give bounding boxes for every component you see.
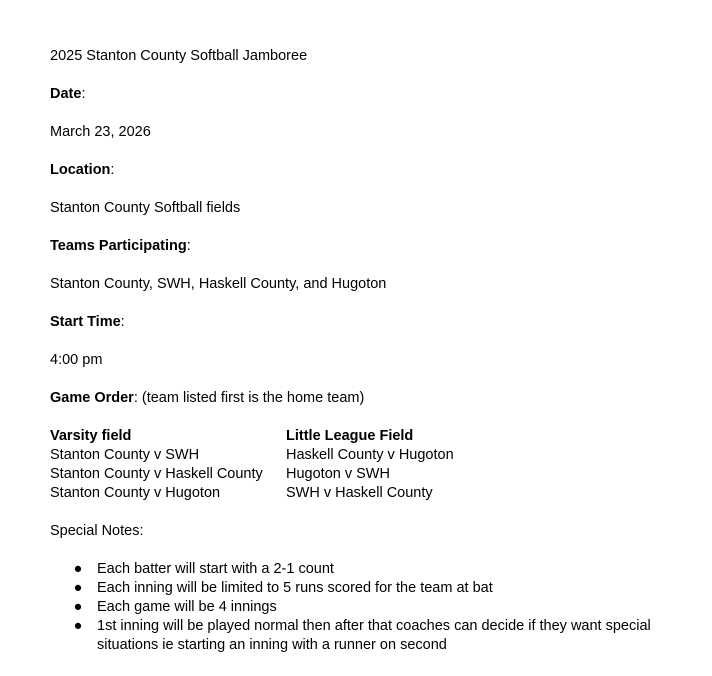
teams-label: Teams Participating — [50, 238, 187, 254]
location-label: Location — [50, 162, 111, 178]
teams-heading: Teams Participating: — [50, 238, 191, 254]
varsity-game: Stanton County v SWH — [50, 447, 200, 463]
date-heading: Date: — [50, 86, 86, 102]
little-league-column — [286, 427, 586, 503]
bullet-icon: ● — [73, 561, 83, 577]
varsity-game: Stanton County v Hugoton — [50, 485, 221, 501]
note-text: Each batter will start with a 2-1 count — [97, 561, 334, 577]
special-notes-list — [50, 560, 690, 655]
varsity-column — [50, 427, 286, 503]
start-time-value: 4:00 pm — [50, 352, 103, 368]
date-value: March 23, 2026 — [50, 124, 151, 140]
date-label: Date — [50, 86, 82, 102]
game-order-heading — [50, 389, 690, 408]
list-item — [50, 579, 690, 598]
game-order-note: : (team listed first is the home team) — [133, 390, 365, 406]
little-league-game: Haskell County v Hugoton — [286, 447, 454, 463]
game-order-label: Game Order — [50, 390, 134, 406]
location-heading: Location: — [50, 162, 115, 178]
bullet-icon: ● — [73, 618, 83, 634]
note-text: Each inning will be limited to 5 runs scored for the team at bat — [97, 580, 493, 596]
note-text: 1st inning will be played normal then after that coaches can decide if they want special situations ie starting an inning with a runner on second — [97, 618, 651, 653]
varsity-header: Varsity field — [50, 428, 132, 444]
teams-value: Stanton County, SWH, Haskell County, and Hugoton — [50, 276, 387, 292]
little-league-header: Little League Field — [286, 428, 414, 444]
bullet-icon: ● — [73, 599, 83, 615]
little-league-game: SWH v Haskell County — [286, 485, 433, 501]
start-time-heading: Start Time: — [50, 314, 125, 330]
list-item — [50, 560, 690, 579]
note-text: Each game will be 4 innings — [97, 599, 277, 615]
location-value: Stanton County Softball fields — [50, 200, 241, 216]
start-time-label: Start Time — [50, 314, 121, 330]
document-body — [50, 47, 690, 655]
list-item — [50, 598, 690, 617]
varsity-game: Stanton County v Haskell County — [50, 466, 263, 482]
game-schedule — [50, 427, 690, 503]
bullet-icon: ● — [73, 580, 83, 596]
document-title: 2025 Stanton County Softball Jamboree — [50, 48, 308, 64]
little-league-game: Hugoton v SWH — [286, 466, 390, 482]
list-item — [50, 617, 690, 655]
special-notes-heading: Special Notes: — [50, 523, 144, 539]
